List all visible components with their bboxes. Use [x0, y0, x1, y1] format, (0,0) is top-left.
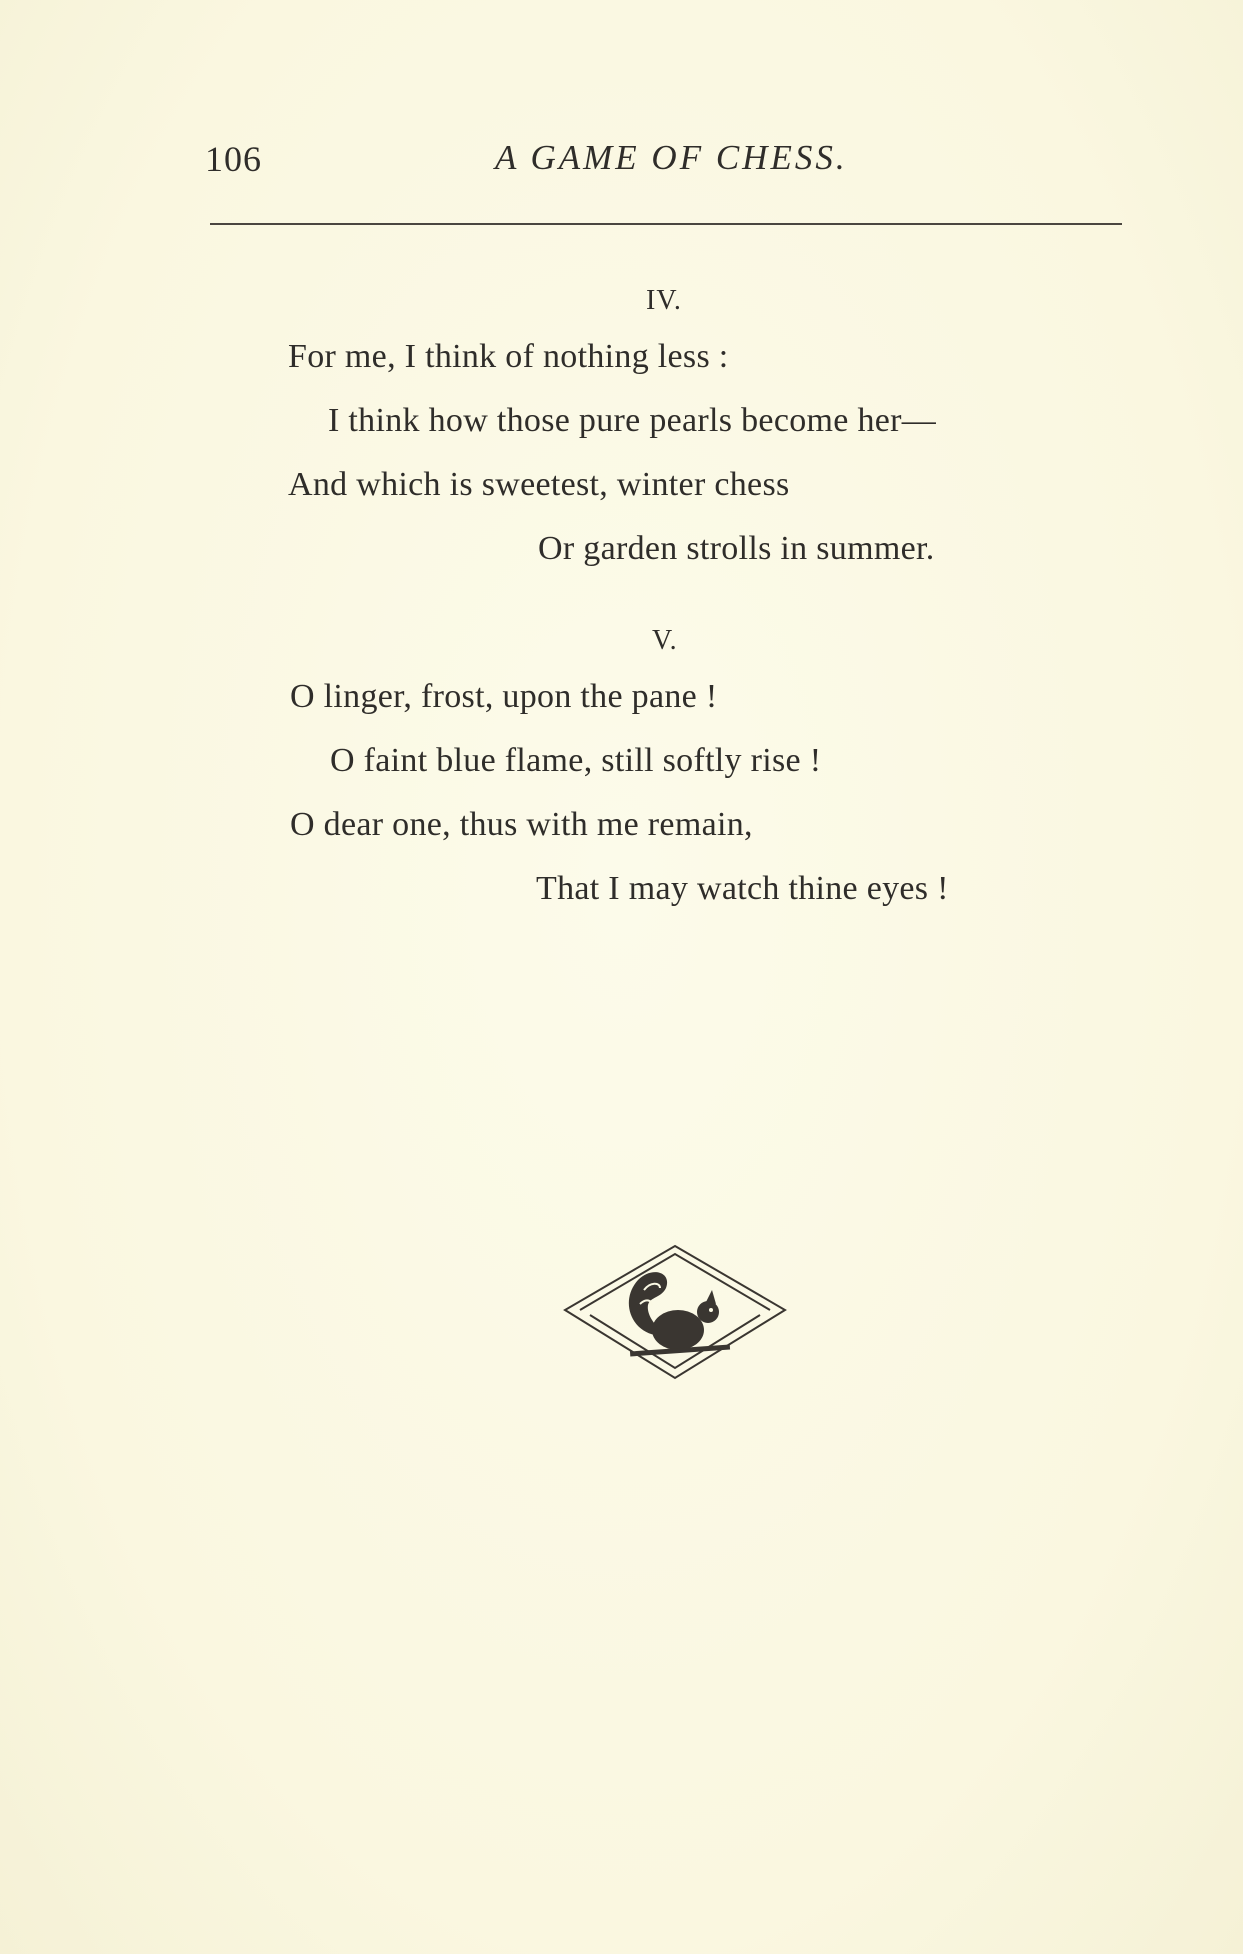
squirrel-diamond-vignette-icon: [560, 1240, 790, 1385]
poem-line: O linger, frost, upon the pane !: [290, 678, 718, 715]
poem-line: O faint blue flame, still softly rise !: [330, 742, 822, 779]
header-rule: [210, 223, 1122, 225]
page-header: [205, 138, 1125, 188]
poem-line: That I may watch thine eyes !: [536, 870, 949, 907]
stanza-numeral-v: V.: [652, 625, 678, 656]
poem-line: And which is sweetest, winter chess: [288, 466, 790, 503]
poem-line: O dear one, thus with me remain,: [290, 806, 753, 843]
page-number: 106: [205, 139, 262, 179]
poem-line: I think how those pure pearls become her—: [328, 402, 937, 439]
running-title: A GAME OF CHESS.: [495, 138, 848, 177]
stanza-numeral-iv: IV.: [646, 285, 682, 316]
poem-line: For me, I think of nothing less :: [288, 338, 729, 375]
poem-line: Or garden strolls in summer.: [538, 530, 935, 567]
